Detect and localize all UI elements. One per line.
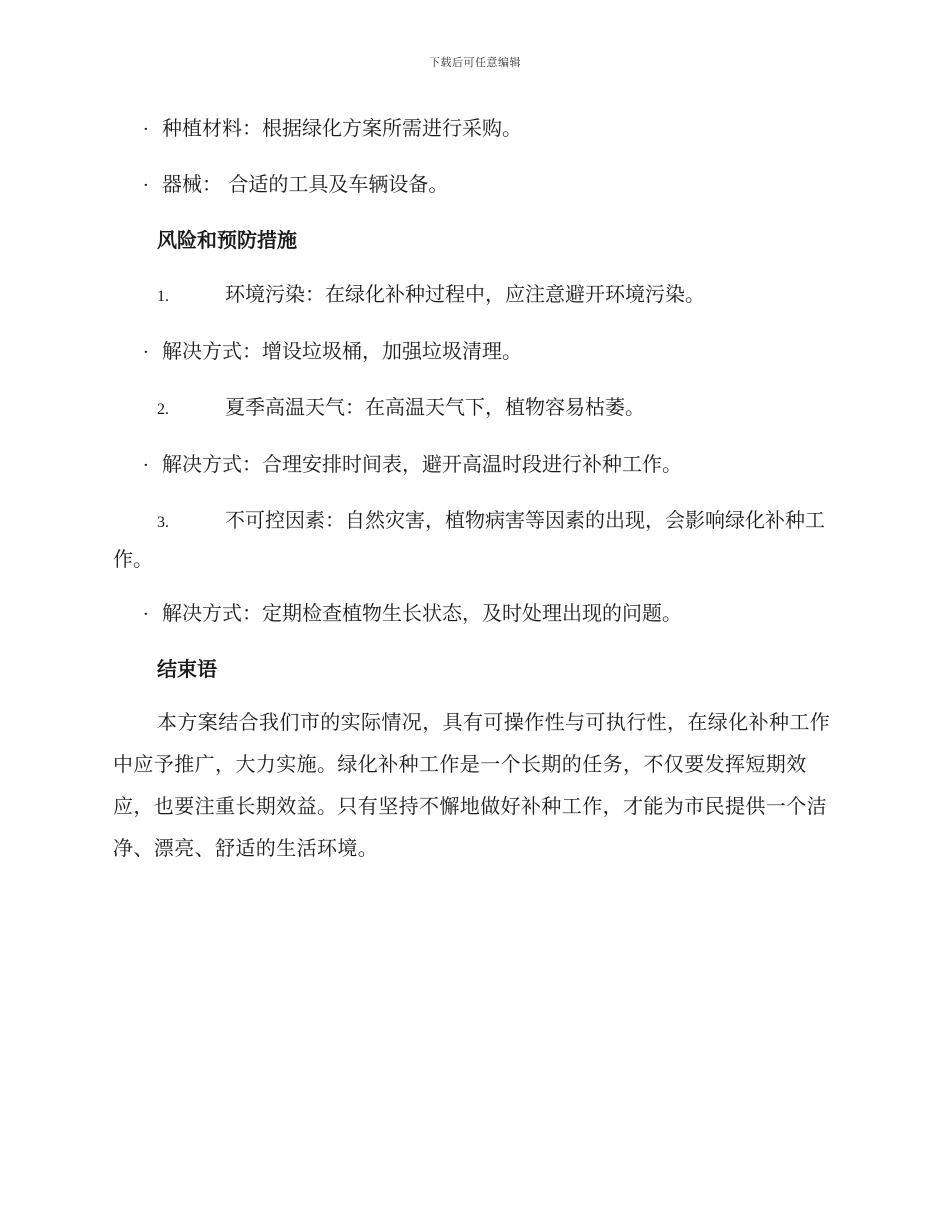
materials-equipment-text: 器械： 合适的工具及车辆设备。 xyxy=(162,172,449,196)
risk-solution-text: 解决方式：合理安排时间表，避开高温时段进行补种工作。 xyxy=(162,452,682,476)
document-body xyxy=(113,110,833,869)
bullet-dot: · xyxy=(143,119,149,140)
page-header: 下载后可任意编辑 xyxy=(429,56,521,69)
risk-solution-2 xyxy=(113,446,833,484)
risk-number: 1. xyxy=(157,288,169,305)
risks-heading: 风险和预防措施 xyxy=(157,228,297,252)
conclusion-heading: 结束语 xyxy=(157,657,217,681)
materials-equipment-item xyxy=(113,166,833,204)
conclusion-body: 本方案结合我们市的实际情况，具有可操作性与可执行性，在绿化补种工作中应予推广，大力实施。绿化补种工作是一个长期的任务，不仅要发挥短期效应，也要注重长期效益。只有坚持不懈地做好补种工作，才能为市民提供一个洁净、漂亮、舒适的生活环境。 xyxy=(113,710,831,860)
risk-number: 3. xyxy=(157,514,169,531)
bullet-dot: · xyxy=(143,455,149,476)
risk-solution-text: 解决方式：定期检查植物生长状态，及时处理出现的问题。 xyxy=(162,601,682,625)
materials-planting-text: 种植材料：根据绿化方案所需进行采购。 xyxy=(162,116,522,140)
materials-planting-item xyxy=(113,110,833,148)
risk-solution-text: 解决方式：增设垃圾桶，加强垃圾清理。 xyxy=(162,339,522,363)
risk-item-1 xyxy=(113,276,833,315)
risk-solution-3 xyxy=(113,595,833,633)
risk-solution-1 xyxy=(113,333,833,371)
risk-number: 2. xyxy=(157,401,169,418)
risk-text: 环境污染：在绿化补种过程中，应注意避开环境污染。 xyxy=(225,282,705,306)
bullet-dot: · xyxy=(143,342,149,363)
bullet-dot: · xyxy=(143,604,149,625)
bullet-dot: · xyxy=(143,175,149,196)
risk-item-2 xyxy=(113,389,833,428)
risk-text: 不可控因素：自然灾害，植物病害等因素的出现，会影响绿化补种工作。 xyxy=(113,508,825,571)
risk-item-3 xyxy=(113,502,833,577)
risk-text: 夏季高温天气：在高温天气下，植物容易枯萎。 xyxy=(225,395,645,419)
